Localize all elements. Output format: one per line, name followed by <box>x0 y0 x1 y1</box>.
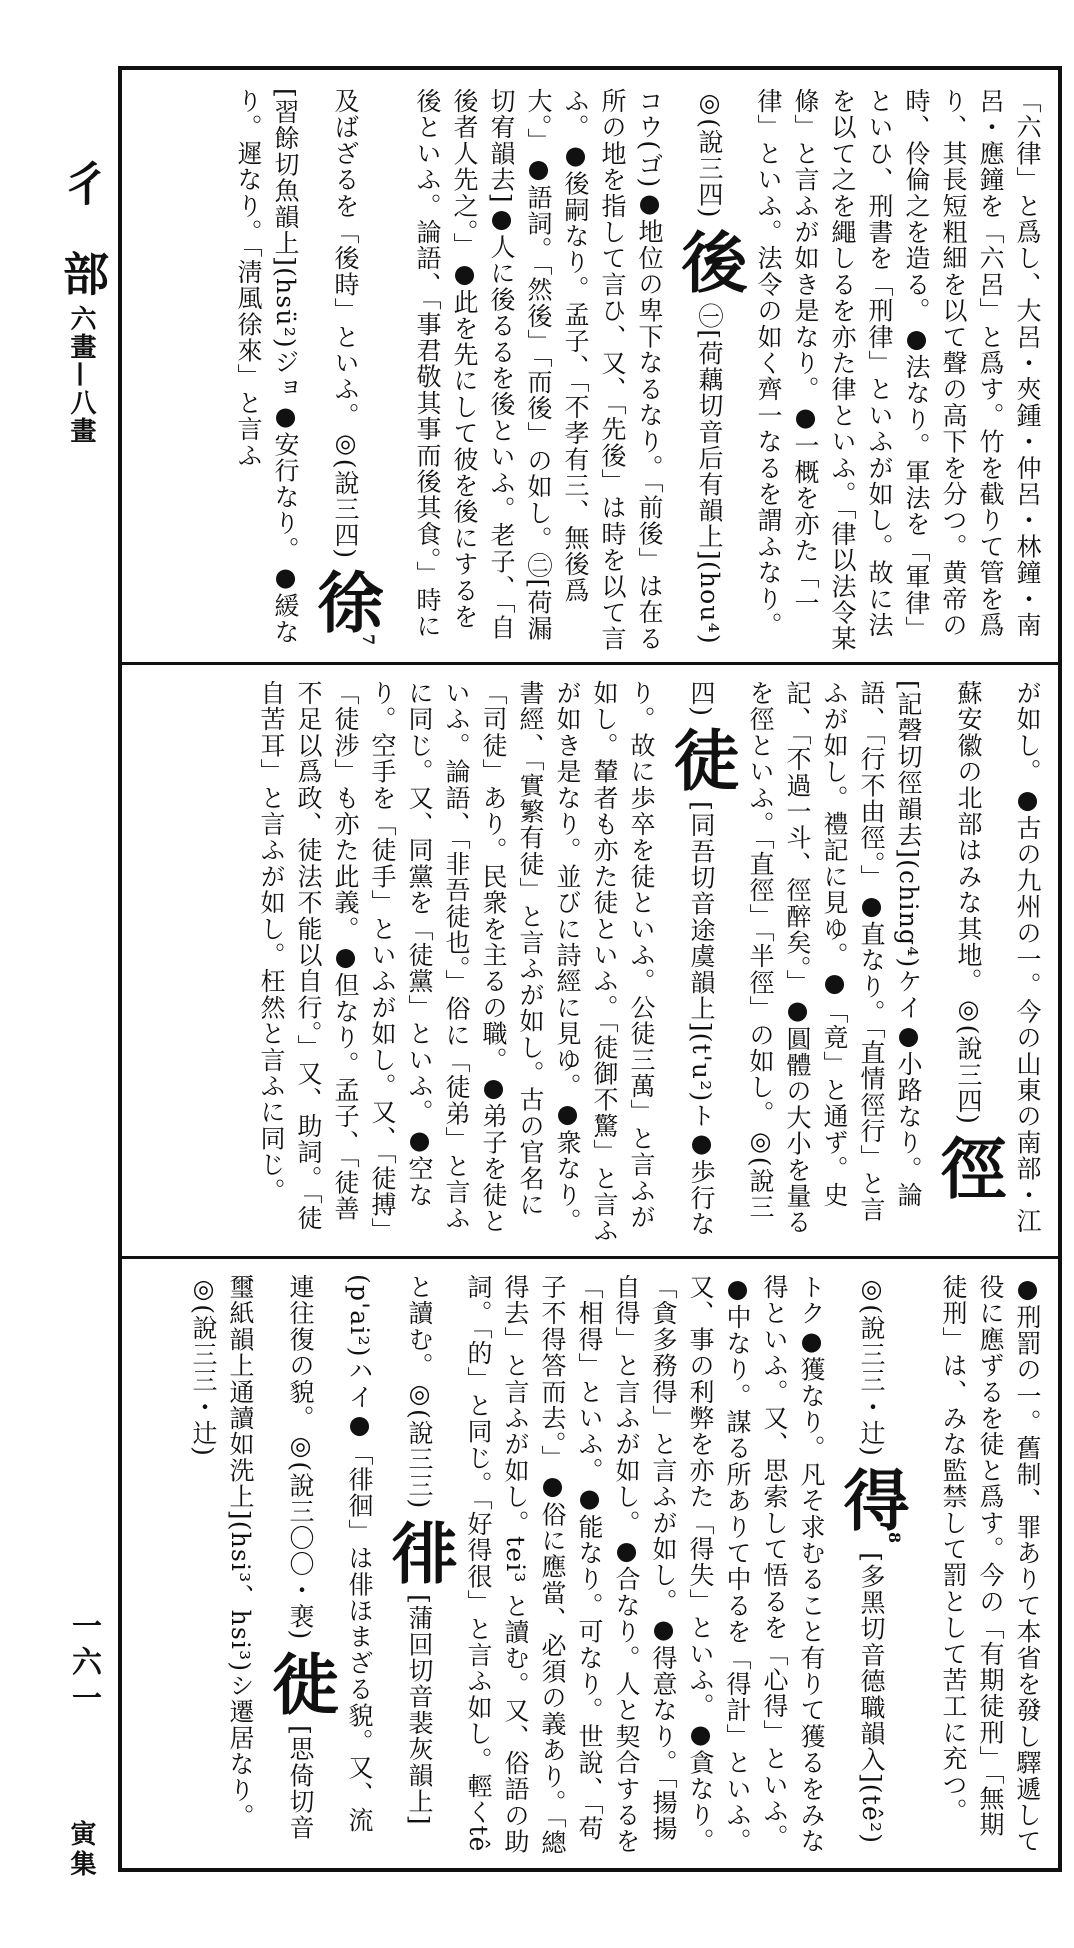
headword: 徐$^7$ <box>306 568 384 646</box>
stroke-range: 六畫—八畫 <box>66 305 96 445</box>
entry-text: [多黑切音德職韻入](tê²)トク●獲なり。凡そ求むること有りて獲るをみな得といふ。又、思索して悟るを「心得」といふ。●中なり。謀る所ありて中るを「得計」といふ。又、事の利弊を亦た「得失」といふ。●貪なり。「貪多務得」と言ふが如し。●得意なり。「揚揚自得」と言ふが如し。●合なり。人と契合するを「相得」といふ。●能なり。可なり。世說、「苟子不得答而去。」●俗に應當、必須の義あり。「總得去」と言ふが如し。tei³ と讀む。又、俗語の助詞。「的」と同じ。「好得很」と言ふ如し。輕くtê と讀む。◎(說三三) <box>405 1274 886 1856</box>
headword: 徙 <box>261 1649 339 1716</box>
entry-toku <box>405 1274 910 1856</box>
entry-to <box>257 680 740 1244</box>
entry-text: [思倚切音璽紙韻上通讀如洗上](hsi³、hsi³)シ遷居なり。◎(說三三・辻) <box>189 1274 315 1841</box>
entry-text: [習餘切魚韻上](hsü²)ジョ●安行なり。●緩なり。遲なり。「淸風徐來」と言ふ <box>234 88 300 646</box>
text-frame <box>118 66 1062 1872</box>
entry-text: 「六律」と爲し、大呂・夾鍾・仲呂・林鐘・南呂・應鐘を「六呂」と爲す。竹を截りて管を爲り、其長短粗細を以て聲の高下を分つ。黄帝の時、伶倫之を造る。●法なり。軍法を「軍律」といひ、刑書を「刑律」といふが如し。故に法を以て之を繩しるを亦た律といふ。「律以法令某條」と言ふが如き是なり。●一概を亦た「一律」といふ。法令の如く齊一なるを謂ふなり。◎(說三四) <box>695 88 1042 652</box>
headword: 後 <box>670 227 748 294</box>
headword: 徒 <box>662 726 740 793</box>
section-divider <box>122 662 1058 665</box>
radical-heading: 彳 部 <box>56 160 110 311</box>
entry-text: [記磬切徑韻去](ching⁴)ケイ●小路なり。論語、「行不由徑。」●直なり。「直情徑行」と言ふが如し。禮記に見ゆ。●「竟」と通ず。史記、「不過一斗、徑醉矣。」●圓體の大小を量るを徑といふ。「直徑」「半徑」の如し。◎(說三四) <box>687 680 923 1236</box>
entry-text: [同吾切音途虞韻上](t'u²)ト●歩行なり。故に歩卒を徒といふ。公徒三萬」と言ふが如し。輦者も亦た徒といふ。「徒御不驚」と言ふが如き是なり。並びに詩經に見ゆ。●衆なり。書經、「實繁有徒」と言ふが如し。古の官名に「司徒」あり。民衆を主るの職。●弟子を徒といふ。論語、「非吾徒也。」俗に「徒弟」と言ふに同じ。又、同黨を「徒黨」といふ。●空なり。空手を「徒手」といふが如し。又、「徒搏」「徒涉」も亦た此義。●但なり。孟子、「徒善不足以爲政、徒法不能以自行。」又、助詞。「徒自苦耳」と言ふが如し。枉然と言ふに同じ。 <box>257 680 716 1244</box>
section-divider <box>122 1256 1058 1259</box>
entry-continuation <box>695 88 1042 652</box>
stroke-index: 8 <box>885 1532 904 1544</box>
page-number: 一六一 <box>66 1610 101 1718</box>
section-3 <box>134 1274 1046 1858</box>
headword: 徘 <box>380 1518 458 1585</box>
stroke-index: 7 <box>359 634 378 646</box>
entry-text: [蒲回切音裴灰韻上](p'ai²)ハイ●「徘徊」は俳ほまざる貌。又、流連往復の貌。◎(說三〇〇・裵) <box>286 1274 434 1834</box>
entry-text: が如し。●古の九州の一。今の山東の南部・江蘇安徽の北部はみな其地。◎(說三四) <box>954 680 1042 1235</box>
headword: 得$^8$ <box>832 1466 910 1544</box>
section-1 <box>134 88 1046 654</box>
entry-hou <box>331 88 748 652</box>
series-label: 寅集 <box>66 1820 96 1880</box>
section-2 <box>134 680 1046 1246</box>
entry-text: ㊀[荷藕切音后有韻上](hou⁴)コウ(ゴ)●地位の卑下なるなり。「前後」は在る所の地を指して言ひ、又、「先後」は時を以て言ふ。●後嗣なり。孟子、「不孝有三、無後爲大。」●語詞。「然後」「而後」の如し。㊁[荷漏切宥韻去]●人に後るるを後といふ。老子、「自後者人先之。」●此を先にして彼を後にするを後といふ。論語、「事君敬其事而後其食。」時に及ばざるを「後時」といふ。◎(說三四) <box>331 88 724 652</box>
entry-text: ●刑罰の一。舊制、罪ありて本省を發し驛遞して役に應ずるを徒と爲す。今の「有期徒刑」「無期徒刑」は、みな監禁して罰として苦工に充つ。◎(說三三・辻) <box>857 1274 1042 1855</box>
headword: 徑 <box>929 1134 1007 1201</box>
